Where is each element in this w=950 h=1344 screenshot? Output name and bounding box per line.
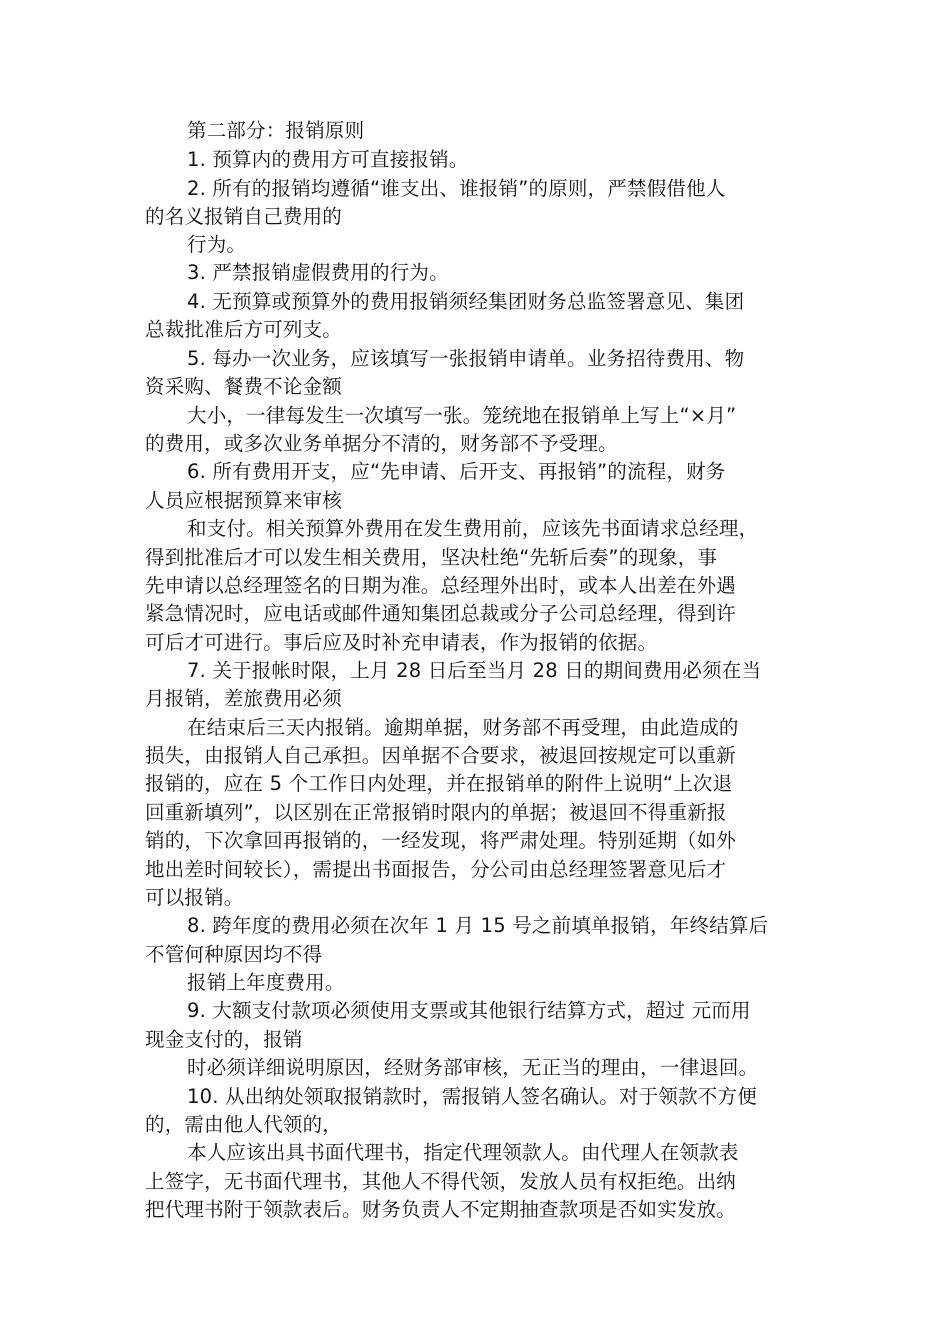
- text-line: 1. 预算内的费用方可直接报销。: [187, 148, 469, 171]
- text-line: 地出差时间较长），需提出书面报告，分公司由总经理签署意见后才: [145, 858, 727, 881]
- text-line: 回重新填列”，以区别在正常报销时限内的单据；被退回不得重新报: [145, 801, 727, 824]
- text-line: 月报销，差旅费用必须: [145, 687, 343, 710]
- text-line: 时必须详细说明原因，经财务部审核，无正当的理由，一律退回。: [187, 1056, 759, 1079]
- text-line: 4. 无预算或预算外的费用报销须经集团财务总监签署意见、集团: [187, 290, 745, 313]
- text-line: 6. 所有费用开支，应“先申请、后开支、再报销”的流程，财务: [187, 460, 726, 483]
- section-title: 第二部分：报销原则: [187, 119, 365, 142]
- text-line: 的，需由他人代领的，: [145, 1113, 343, 1136]
- text-line: 7. 关于报帐时限，上月 28 日后至当月 28 日的期间费用必须在当: [187, 659, 762, 682]
- text-line: 人员应根据预算来审核: [145, 489, 343, 512]
- text-line: 报销的，应在 5 个工作日内处理，并在报销单的附件上说明“上次退: [145, 772, 733, 795]
- text-line: 把代理书附于领款表后。财务负责人不定期抽查款项是否如实发放。: [145, 1198, 737, 1221]
- text-line: 9. 大额支付款项必须使用支票或其他银行结算方式，超过 元而用: [187, 999, 751, 1022]
- text-line: 大小，一律每发生一次填写一张。笼统地在报销单上写上“×月”: [187, 404, 737, 427]
- text-line: 在结束后三天内报销。逾期单据，财务部不再受理，由此造成的: [187, 716, 739, 739]
- text-line: 的费用，或多次业务单据分不清的，财务部不予受理。: [145, 432, 618, 455]
- text-line: 现金支付的，报销: [145, 1028, 303, 1051]
- text-line: 紧急情况时，应电话或邮件通知集团总裁或分子公司总经理，得到许: [145, 602, 737, 625]
- text-line: 可后才可进行。事后应及时补充申请表，作为报销的依据。: [145, 631, 658, 654]
- text-line: 资采购、餐费不论金额: [145, 375, 343, 398]
- text-line: 销的，下次拿回再报销的，一经发现，将严肃处理。特别延期（如外: [145, 829, 737, 852]
- text-line: 3. 严禁报销虚假费用的行为。: [187, 261, 449, 284]
- text-line: 损失，由报销人自己承担。因单据不合要求，被退回按规定可以重新: [145, 744, 737, 767]
- text-line: 的名义报销自己费用的: [145, 205, 343, 228]
- text-line: 8. 跨年度的费用必须在次年 1 月 15 号之前填单报销，年终结算后: [187, 914, 769, 937]
- text-line: 可以报销。: [145, 886, 244, 909]
- text-line: 5. 每办一次业务，应该填写一张报销申请单。业务招待费用、物: [187, 347, 745, 370]
- text-line: 2. 所有的报销均遵循“谁支出、谁报销”的原则，严禁假借他人: [187, 177, 726, 200]
- text-line: 总裁批准后方可列支。: [145, 318, 343, 341]
- text-line: 本人应该出具书面代理书，指定代理领款人。由代理人在领款表: [187, 1141, 739, 1164]
- text-line: 得到批准后才可以发生相关费用，坚决杜绝“先斩后奏”的现象，事: [145, 546, 718, 569]
- text-line: 不管何种原因均不得: [145, 943, 323, 966]
- text-line: 行为。: [187, 233, 247, 256]
- text-line: 10. 从出纳处领取报销款时，需报销人签名确认。对于领款不方便: [187, 1085, 757, 1108]
- text-line: 报销上年度费用。: [187, 971, 345, 994]
- text-line: 上签字，无书面代理书，其他人不得代领，发放人员有权拒绝。出纳: [145, 1170, 737, 1193]
- text-line: 和支付。相关预算外费用在发生费用前，应该先书面请求总经理，: [187, 517, 759, 540]
- text-line: 先申请以总经理签名的日期为准。总经理外出时，或本人出差在外遇: [145, 574, 737, 597]
